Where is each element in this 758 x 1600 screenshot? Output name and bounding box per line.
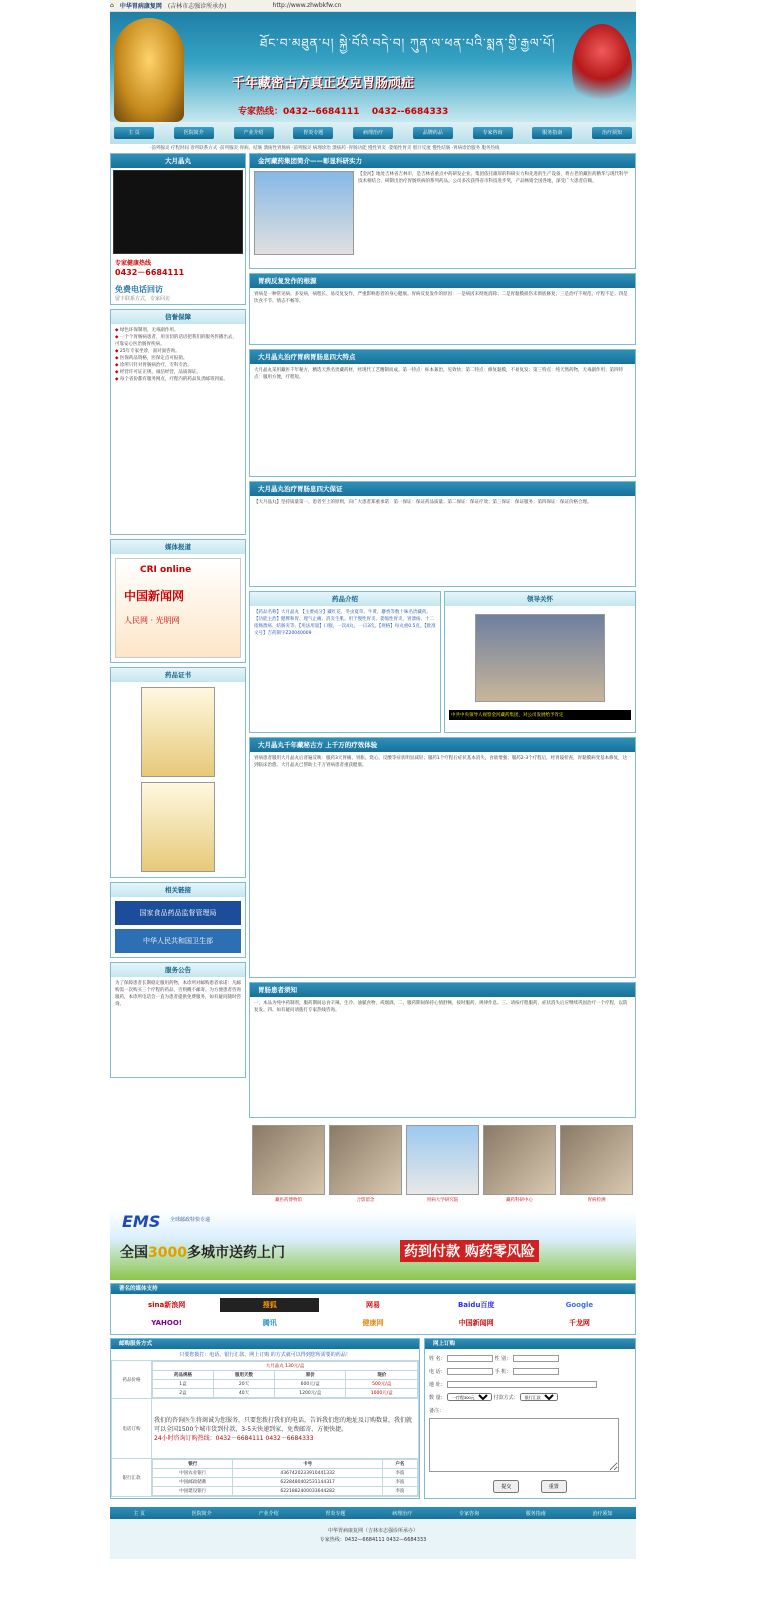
section-features xyxy=(249,349,636,477)
table-row: 2盒 40天 1200元/盒 1000元/盒 xyxy=(153,1389,418,1398)
gallery-item[interactable]: 胃病大学研究院 xyxy=(406,1125,479,1207)
gallery-item[interactable]: 藏药科研中心 xyxy=(483,1125,556,1207)
gender-input[interactable] xyxy=(513,1355,559,1362)
section-title: 大月晶丸治疗胃肠息四大保证 xyxy=(250,482,635,496)
section-title: 领导关怀 xyxy=(445,592,635,606)
site-name[interactable]: 中华胃病康复网 xyxy=(119,3,162,10)
footer-line2: 专家热线：0432—6684111 0432—6684333 xyxy=(319,1537,427,1543)
nav-guide[interactable]: 服务指南 xyxy=(532,127,572,139)
flower-image xyxy=(572,24,632,114)
section-relapse xyxy=(249,273,636,345)
video-player[interactable] xyxy=(113,170,243,254)
section-title: 胃肠患者须知 xyxy=(250,983,635,997)
nav-experts[interactable]: 专家咨询 xyxy=(473,127,513,139)
media-logos-image[interactable]: CRI online 中国新闻网 人民网 · 光明网 xyxy=(115,558,241,658)
cert-title: 药品证书 xyxy=(111,668,245,682)
quantity-select[interactable] xyxy=(447,1393,492,1401)
gallery-item[interactable]: 胃病检测 xyxy=(560,1125,633,1207)
site-url[interactable]: http://www.zhwbkfw.cn xyxy=(272,2,342,9)
section-experience xyxy=(249,737,636,978)
order-fields: 姓 名： 性 别： 电 话： 手 机： 地 址： 数 量： 一疗程300元 付款方式： 银行汇款 备注： 提交 重置 xyxy=(425,1349,635,1498)
logo-163[interactable]: 网易 xyxy=(365,1301,380,1309)
order-title: 网上订购 xyxy=(425,1339,635,1349)
bank-table xyxy=(152,1459,418,1496)
submit-button[interactable]: 提交 xyxy=(493,1480,519,1493)
buy-title: 邮购服务方式 xyxy=(111,1339,419,1349)
home-icon[interactable]: ⌂ xyxy=(110,2,114,9)
product-leader-row xyxy=(249,591,636,737)
reset-button[interactable]: 重置 xyxy=(541,1480,567,1493)
banner-slogan: 千年藏密古方真正攻克胃肠顽症 xyxy=(232,76,415,91)
method-price: 药品价格 xyxy=(112,1361,152,1399)
media-report-box xyxy=(110,539,246,663)
section-body xyxy=(250,168,635,268)
table-row: 1盒 20天 600元/盒 500元/盒 xyxy=(153,1380,418,1389)
logo-qianlong[interactable]: 千龙网 xyxy=(568,1319,590,1327)
phone-order-info: 我们的咨询医生将竭诚为您服务，只要您拨打我们的电话，告诉我们您的地址及订购数量，我们就可以全国1500个城市货到付款，3-5天快递到家，免费邮寄，方便快捷。 24小时咨询订购热线：0432－6684111 0432－6684333 xyxy=(152,1399,419,1459)
list-item: ◆ 绿色环保制剂，无毒副作用。 xyxy=(115,328,179,333)
factory-image xyxy=(254,171,354,255)
photo-gallery xyxy=(249,1122,636,1210)
footer-link[interactable]: 胃炎专题 xyxy=(325,1510,346,1517)
nav-home[interactable]: 主 页 xyxy=(114,127,154,139)
ems-banner[interactable] xyxy=(110,1210,636,1280)
links-box xyxy=(110,882,246,958)
nav-about[interactable]: 医院简介 xyxy=(174,127,214,139)
section-group-intro xyxy=(249,153,636,269)
certificate-image-1[interactable] xyxy=(141,687,215,777)
nav-gastritis[interactable]: 胃炎专题 xyxy=(293,127,333,139)
golden-stupa-image xyxy=(114,18,184,122)
notice-text: 一、本品为纯中药制剂，服药期间忌食辛辣、生冷、油腻食物，戒烟酒。二、服药期间保持心情舒畅，按时服药，规律作息。三、请按疗程服药，症状消失后应继续巩固治疗一个疗程，以防复发。四、如有疑问请拨打专家热线咨询。 xyxy=(254,1001,628,1013)
trust-list xyxy=(111,324,245,534)
list-item: ◆ 医保药品资格，医保定点可报销。 xyxy=(115,356,188,361)
table-row: 银行 卡号 户名 xyxy=(153,1460,418,1469)
logo-baidu[interactable]: Baidu百度 xyxy=(457,1301,495,1309)
price-table xyxy=(152,1361,418,1398)
experience-text: 胃病患者服用大月晶丸后普遍反映：服药3天胃痛、胃胀、烧心、反酸等症状明显减轻；服药1个疗程后症状基本消失，食欲增强；服药2-3个疗程后，经胃镜检查，胃黏膜病变基本修复，达到临床治愈。大月晶丸已帮助上千万胃病患者重获健康。 xyxy=(254,756,628,768)
remark-textarea[interactable] xyxy=(429,1418,619,1472)
nav-pathology[interactable]: 病理治疗 xyxy=(353,127,393,139)
section-guarantee xyxy=(249,481,636,587)
tibetan-script: ཐོང་བ་མཐུན་པ། སྐྱེ་བོའི་བདེ་བ། ཀུན་ལ་ཕན་པའི་སྨན་གྱི་རྒྱལ་པོ། xyxy=(260,36,556,50)
section-title: 大月晶丸治疗胃病胃肠息四大特点 xyxy=(250,350,635,364)
notice-text: 为了保障患者长期稳定服用药物，本诊所对邮购患者承诺：凡邮购需一次购买三个疗程的药品，否则概不邮寄。为方便患者咨询服药，本诊所电话会一直为患者提供免费服务，如有疑问随时咨询。 xyxy=(115,981,241,1007)
page xyxy=(110,0,636,1559)
certificate-image-2[interactable] xyxy=(141,782,215,872)
leader-caption: 中共中央领导人视察金河藏药集团，对公司发展给予肯定 xyxy=(449,710,631,720)
intro-text: 【金河】地处吉林省吉林市，是吉林省重点中药研发企业。集团依托雄厚的科研实力和先进的生产设备，将古老的藏医药精华与现代科学技术相结合，研制出治疗胃肠疾病的系列药品。公司多次获得省市科技进步奖，产品畅销全国各地，深受广大患者信赖。 xyxy=(358,172,628,184)
banner xyxy=(110,12,636,122)
link-sfda[interactable]: 国家食品药品监督管理局 xyxy=(115,901,241,925)
dayue-video-box xyxy=(110,153,246,305)
free-call-title[interactable]: 免费电话回访 xyxy=(115,285,163,294)
table-row: 中国邮政储蓄 6228480402531144317 李波 xyxy=(153,1478,418,1487)
list-item: ◆ 25年专家坐诊，面对面咨询。 xyxy=(115,349,180,354)
payment-select[interactable] xyxy=(520,1393,558,1401)
logo-health[interactable]: 健康网 xyxy=(362,1319,384,1327)
section-product xyxy=(249,591,441,733)
section-title: 胃病反复发作的根源 xyxy=(250,274,635,288)
footer-nav xyxy=(110,1507,636,1519)
banner-hotline: 专家热线：0432--6684111 0432--6684333 xyxy=(238,107,449,117)
site-subtitle: (吉林市志强诊所承办) xyxy=(167,3,227,10)
table-row: 中国建设银行 6221882400033644282 李波 xyxy=(153,1487,418,1496)
name-input[interactable] xyxy=(447,1355,493,1362)
trust-box xyxy=(110,309,246,535)
link-moh[interactable]: 中华人民共和国卫生部 xyxy=(115,929,241,953)
features-text: 大月晶丸采用藏医千年秘方，精选天然名贵藏药材，经现代工艺精制而成。第一特点：标本兼治，见效快；第二特点：修复黏膜，不易复发；第三特点：纯天然药物，无毒副作用；第四特点：服用方便，疗程短。 xyxy=(254,368,623,380)
leader-photo[interactable] xyxy=(475,614,605,702)
list-item: ◆ 一个个胃肠病患者，用亲切的话语把我们的服务传播出去，可靠安心医治肠胃疾病。 xyxy=(115,335,237,347)
online-order-form xyxy=(424,1338,636,1499)
hotline-number[interactable]: 0432－6684111 xyxy=(115,268,185,277)
links-title: 相关链接 xyxy=(111,883,245,897)
hotline-title: 专家健康热线 xyxy=(115,260,152,267)
section-title: 金河藏药集团简介——彰显科研实力 xyxy=(250,154,635,168)
product-text: 【药品名称】大月晶丸 【主要成分】藏红花、冬虫夏草、牛黄、麝香等数十味名贵藏药。【功能主治】健脾和胃、理气止痛、消炎生肌。用于慢性胃炎、萎缩性胃炎、胃溃疡、十二指肠溃疡、结肠炎等。【用法用量】口服，一次4丸，一日3次。【规格】每丸重0.5克。【批准文号】吉药制字Z20040009 xyxy=(254,610,436,636)
phone-input[interactable] xyxy=(447,1368,493,1375)
news-ticker[interactable]: ·前列腺炎 疗程时间 诊所联系方式 ·前列腺炎 胃病、结肠 溃疡性胃肠病 ·前列腺炎 病理诊治 溃疡药 ·胃肠功能 慢性胃炎 ·萎缩性胃炎 胆汁反流 慢性结肠 ·胃病诊治服务 服务热线 xyxy=(150,146,500,151)
table-row xyxy=(112,1459,419,1497)
method-bank: 银行汇款 xyxy=(112,1459,152,1497)
section-notice xyxy=(249,982,636,1118)
relapse-text: 胃病是一种常见病、多发病，病程长、易反复发作，严重影响患者的身心健康。胃病反复发作的原因：一是病因未彻底消除；二是胃黏膜损伤未彻底修复；三是治疗不规范、疗程不足；四是饮食不节、情志不畅等。 xyxy=(254,292,628,304)
top-bar xyxy=(110,0,636,12)
buy-table xyxy=(111,1360,419,1497)
list-item: ◆ 诊所只针对胃肠病治疗，专科专治。 xyxy=(115,363,192,368)
logo-qq[interactable]: 腾讯 xyxy=(262,1319,277,1327)
footer-link[interactable]: 产业介绍 xyxy=(258,1510,279,1517)
nav-products[interactable]: 品牌药品 xyxy=(413,127,453,139)
logo-sina[interactable]: sina新浪网 xyxy=(147,1301,186,1309)
logo-yahoo[interactable]: YAHOO! xyxy=(151,1319,182,1327)
main-nav xyxy=(110,122,636,144)
content-columns xyxy=(110,153,636,1210)
mobile-input[interactable] xyxy=(513,1368,559,1375)
dayue-title: 大月晶丸 xyxy=(111,154,245,168)
table-row xyxy=(112,1361,419,1399)
section-leaders xyxy=(444,591,636,733)
cert-box xyxy=(110,667,246,878)
media-support-title: 著名的媒体支持 xyxy=(111,1284,635,1294)
table-row: 大月晶丸 130元/盒 xyxy=(153,1362,418,1371)
left-sidebar xyxy=(110,153,246,1210)
footer-link[interactable]: 病理治疗 xyxy=(392,1510,413,1517)
notice-title: 服务公告 xyxy=(111,963,245,977)
footer-link[interactable]: 主 页 xyxy=(133,1510,145,1517)
method-phone: 电话订购 xyxy=(112,1399,152,1459)
hotline-promo xyxy=(111,256,245,304)
buy-intro: 只要您拨打：电话、银行汇款、网上订购 的方式就可以得到您所需要的药品！ xyxy=(179,1352,351,1358)
logo-google[interactable]: Google xyxy=(565,1301,594,1309)
media-support xyxy=(110,1283,636,1335)
ems-tag: 全球邮政特快专递 xyxy=(170,1217,211,1223)
media-logos xyxy=(111,1294,635,1334)
section-title: 药品介绍 xyxy=(250,592,440,606)
section-title: 大月晶丸千年藏秘古方 上千万的疗效体验 xyxy=(250,738,635,752)
notice-box xyxy=(110,962,246,1078)
table-row xyxy=(112,1399,419,1459)
logo-chinanews[interactable]: 中国新闻网 xyxy=(458,1319,494,1327)
guarantee-text: 【大月晶丸】坚持质量第一、患者至上的原则，向广大患者郑重承诺：第一保证：保证药品质量；第二保证：保证疗效；第三保证：保证服务；第四保证：保证价格合理。 xyxy=(254,500,592,505)
footer-link[interactable]: 医院简介 xyxy=(191,1510,212,1517)
nav-notice[interactable]: 治疗须知 xyxy=(592,127,632,139)
table-row: 中国农业银行 4367420233910441332 李波 xyxy=(153,1469,418,1478)
main-content xyxy=(249,153,636,1210)
trust-title: 信誉保障 xyxy=(111,310,245,324)
nav-industry[interactable]: 产业介绍 xyxy=(234,127,274,139)
gallery-item[interactable]: 合影留念 xyxy=(329,1125,402,1207)
footer-line1: 中华胃病康复网（吉林市志强诊所承办） xyxy=(327,1528,418,1534)
footer-link[interactable]: 专家咨询 xyxy=(458,1510,479,1517)
logo-sohu[interactable]: 搜狐 xyxy=(220,1298,319,1312)
list-item: ◆ 经营许可证正规，诚信经营，品质保证。 xyxy=(115,370,201,375)
footer xyxy=(110,1519,636,1559)
media-report-title: 媒体报道 xyxy=(111,540,245,554)
address-input[interactable] xyxy=(447,1381,597,1388)
buy-methods-box xyxy=(110,1338,420,1499)
ems-logo: EMS xyxy=(122,1212,161,1231)
ems-line1: 全国3000多城市送药上门 xyxy=(120,1245,285,1261)
order-section xyxy=(110,1338,636,1503)
table-row: 药品规格 服用天数 原价 现价 xyxy=(153,1371,418,1380)
footer-link[interactable]: 治疗须知 xyxy=(592,1510,613,1517)
free-call-sub: 留下联系方式，专家回访 xyxy=(115,296,171,302)
ems-line2: 药到付款 购药零风险 xyxy=(400,1240,539,1262)
footer-link[interactable]: 服务指南 xyxy=(525,1510,546,1517)
gallery-item[interactable]: 藏医药博物馆 xyxy=(252,1125,325,1207)
list-item: ◆ 每个省份都有服务网点，疗程内的药品负责邮寄到家。 xyxy=(115,377,228,382)
